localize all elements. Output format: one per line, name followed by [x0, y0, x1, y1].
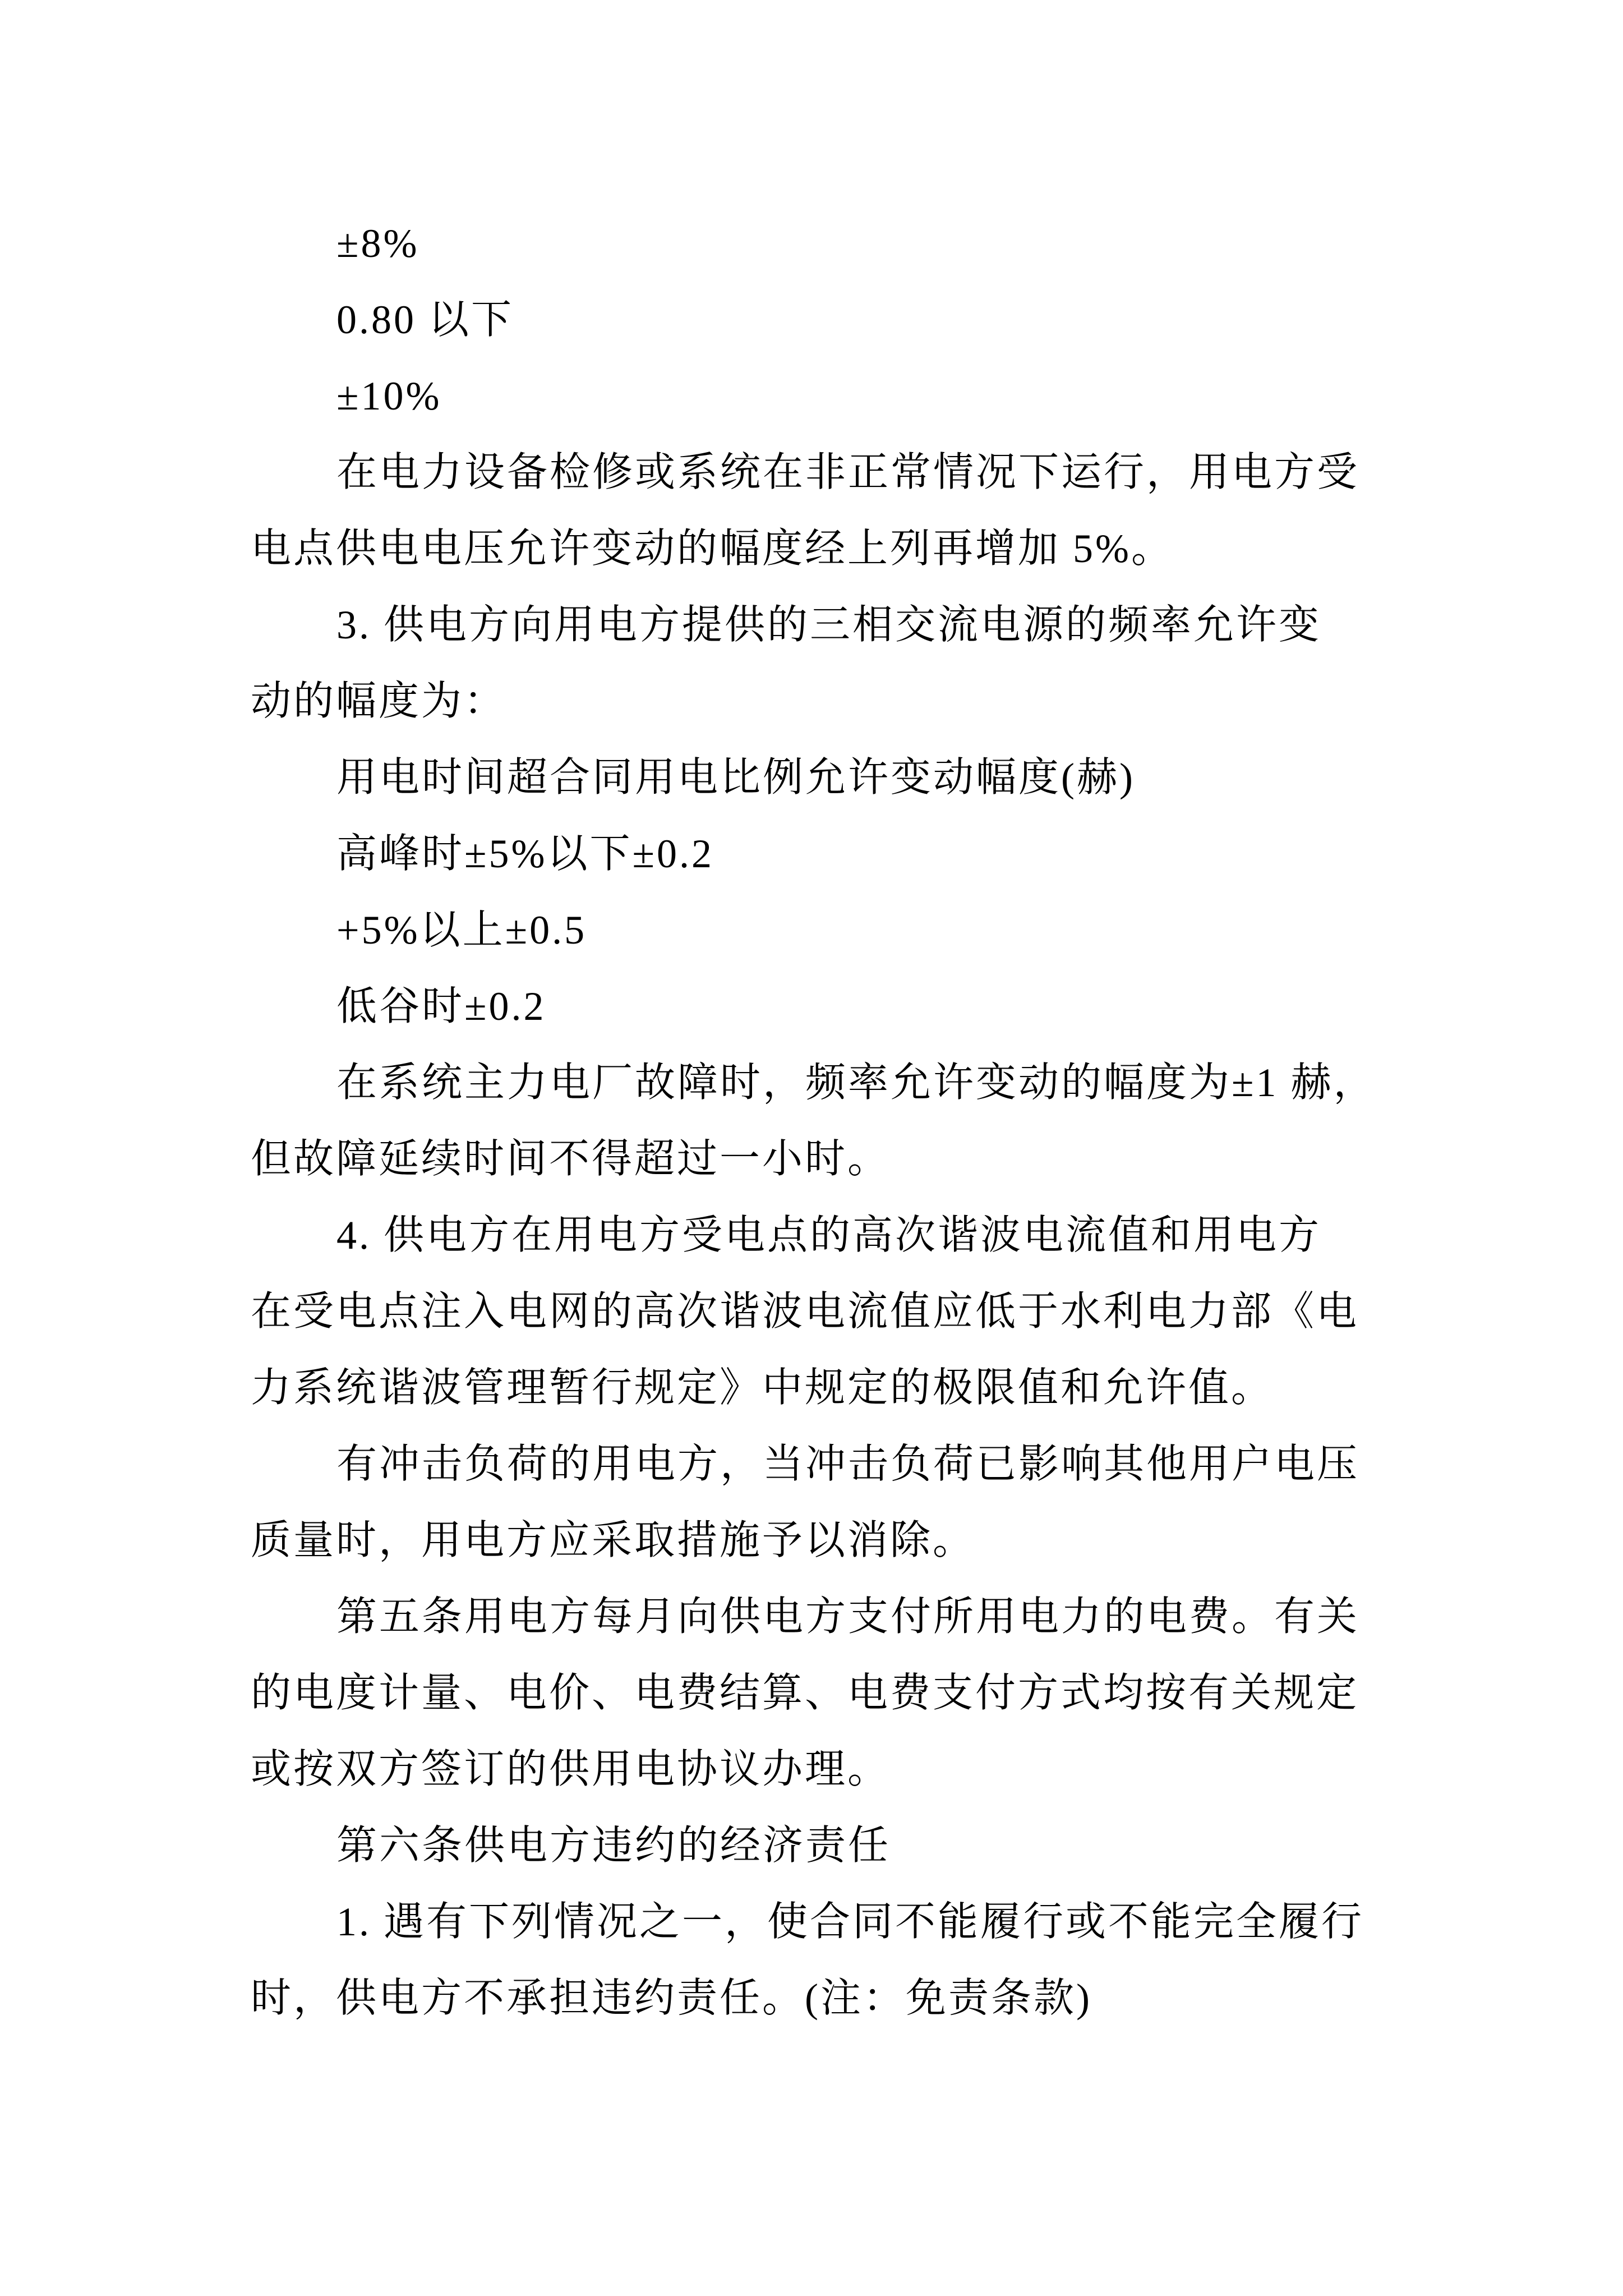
text-line: 或按双方签订的供用电协议办理。: [251, 1747, 891, 1792]
text-line: 第六条供电方违约的经济责任: [336, 1823, 891, 1868]
text-line: 第五条用电方每月向供电方支付所用电力的电费。有关: [336, 1594, 1360, 1639]
text-line: 质量时，用电方应采取措施予以消除。: [251, 1518, 976, 1563]
text-line: 在受电点注入电网的高次谐波电流值应低于水利电力部《电: [251, 1289, 1359, 1334]
text-line: 时，供电方不承担违约责任。(注：免责条款): [251, 1976, 1092, 2021]
text-line: 4. 供电方在用电方受电点的高次谐波电流值和用电方: [336, 1213, 1322, 1258]
text-line: 动的幅度为：: [251, 679, 507, 724]
text-line: 低谷时±0.2: [336, 984, 546, 1029]
text-line: 的电度计量、电价、电费结算、电费支付方式均按有关规定: [251, 1671, 1359, 1715]
text-line: 1. 遇有下列情况之一，使合同不能履行或不能完全履行: [336, 1899, 1364, 1944]
text-line: 0.80 以下: [336, 297, 514, 342]
text-line: 但故障延续时间不得超过一小时。: [251, 1137, 891, 1181]
text-line: 用电时间超合同用电比例允许变动幅度(赫): [336, 755, 1135, 800]
text-line: ±10%: [336, 374, 442, 418]
text-line: 电点供电电压允许变动的幅度经上列再增加 5%。: [251, 526, 1174, 571]
text-line: 有冲击负荷的用电方，当冲击负荷已影响其他用户电压: [336, 1442, 1360, 1487]
text-line: 高峰时±5%以下±0.2: [336, 831, 714, 876]
text-line: +5%以上±0.5: [336, 908, 587, 953]
text-line: 在系统主力电厂故障时，频率允许变动的幅度为±1 赫，: [336, 1060, 1376, 1105]
text-line: 3. 供电方向用电方提供的三相交流电源的频率允许变: [336, 602, 1322, 647]
document-body: [251, 205, 1406, 2036]
text-line: 在电力设备检修或系统在非正常情况下运行，用电方受: [336, 450, 1360, 495]
text-line: ±8%: [336, 221, 419, 266]
text-line: 力系统谐波管理暂行规定》中规定的极限值和允许值。: [251, 1365, 1274, 1410]
